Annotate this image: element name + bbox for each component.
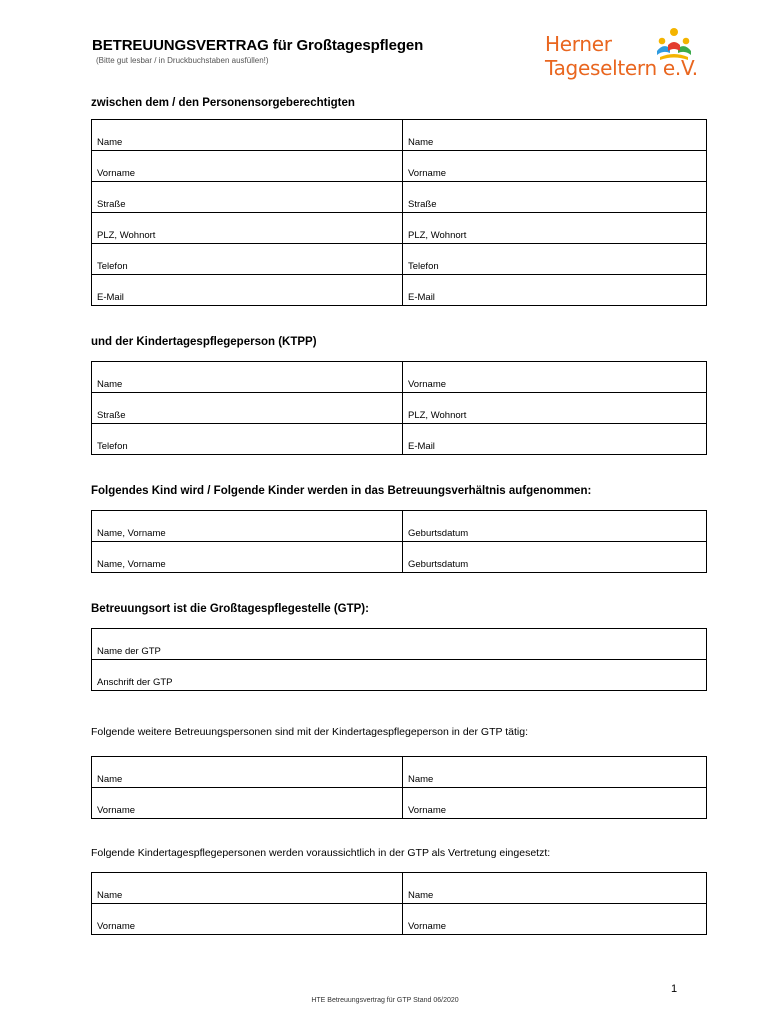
section-heading-gtp: Betreuungsort ist die Großtagespflegestelle (GTP):	[91, 603, 369, 615]
field-cell[interactable]: Vorname	[403, 151, 707, 182]
field-cell[interactable]: Name	[403, 757, 707, 788]
field-cell[interactable]: Telefon	[92, 244, 403, 275]
logo-text-line1: Herner	[545, 32, 612, 56]
children-table	[91, 510, 707, 573]
field-cell[interactable]: Anschrift der GTP	[92, 660, 707, 691]
field-cell[interactable]: Name der GTP	[92, 629, 707, 660]
logo-text-line2: Tageseltern e.V.	[545, 56, 698, 80]
field-cell[interactable]: Vorname	[92, 788, 403, 819]
section-heading-ktpp: und der Kindertagespflegeperson (KTPP)	[91, 336, 317, 348]
section-heading-parents: zwischen dem / den Personensorgeberechtigten	[91, 97, 355, 109]
people-logo-icon	[654, 27, 694, 61]
field-cell[interactable]: Name	[92, 362, 403, 393]
field-cell[interactable]: Vorname	[92, 151, 403, 182]
field-cell[interactable]: E-Mail	[403, 275, 707, 306]
field-cell[interactable]: PLZ, Wohnort	[92, 213, 403, 244]
field-cell[interactable]: Name	[403, 873, 707, 904]
field-cell[interactable]: Name	[92, 757, 403, 788]
section-heading-children: Folgendes Kind wird / Folgende Kinder werden in das Betreuungsverhältnis aufgenommen:	[91, 485, 592, 497]
further-table	[91, 756, 707, 819]
field-cell[interactable]: Telefon	[403, 244, 707, 275]
field-cell[interactable]: Name	[403, 120, 707, 151]
field-cell[interactable]: Name, Vorname	[92, 542, 403, 573]
document-subtitle: (Bitte gut lesbar / in Druckbuchstaben ausfüllen!)	[96, 56, 269, 65]
document-title: BETREUUNGSVERTRAG für Großtagespflegen	[92, 37, 424, 54]
substitutes-table	[91, 872, 707, 935]
section-heading-further: Folgende weitere Betreuungspersonen sind mit der Kindertagespflegeperson in der GTP tätig:	[91, 726, 528, 738]
field-cell[interactable]: Straße	[403, 182, 707, 213]
field-cell[interactable]: Vorname	[403, 362, 707, 393]
field-cell[interactable]: Vorname	[403, 904, 707, 935]
footer-text: HTE Betreuungsvertrag für GTP Stand 06/2020	[311, 997, 459, 1004]
field-cell[interactable]: Geburtsdatum	[403, 542, 707, 573]
gtp-table	[91, 628, 707, 691]
ktpp-table	[91, 361, 707, 455]
field-cell[interactable]: PLZ, Wohnort	[403, 213, 707, 244]
field-cell[interactable]: Name	[92, 873, 403, 904]
field-cell[interactable]: E-Mail	[403, 424, 707, 455]
page-number: 1	[671, 983, 678, 995]
field-cell[interactable]: PLZ, Wohnort	[403, 393, 707, 424]
field-cell[interactable]: Vorname	[403, 788, 707, 819]
section-heading-substitutes: Folgende Kindertagespflegepersonen werden voraussichtlich in der GTP als Vertretung eingesetzt:	[91, 847, 551, 859]
field-cell[interactable]: Straße	[92, 393, 403, 424]
field-cell[interactable]: Straße	[92, 182, 403, 213]
field-cell[interactable]: Geburtsdatum	[403, 511, 707, 542]
field-cell[interactable]: Name, Vorname	[92, 511, 403, 542]
field-cell[interactable]: Vorname	[92, 904, 403, 935]
parents-table	[91, 119, 707, 306]
field-cell[interactable]: Telefon	[92, 424, 403, 455]
field-cell[interactable]: Name	[92, 120, 403, 151]
field-cell[interactable]: E-Mail	[92, 275, 403, 306]
